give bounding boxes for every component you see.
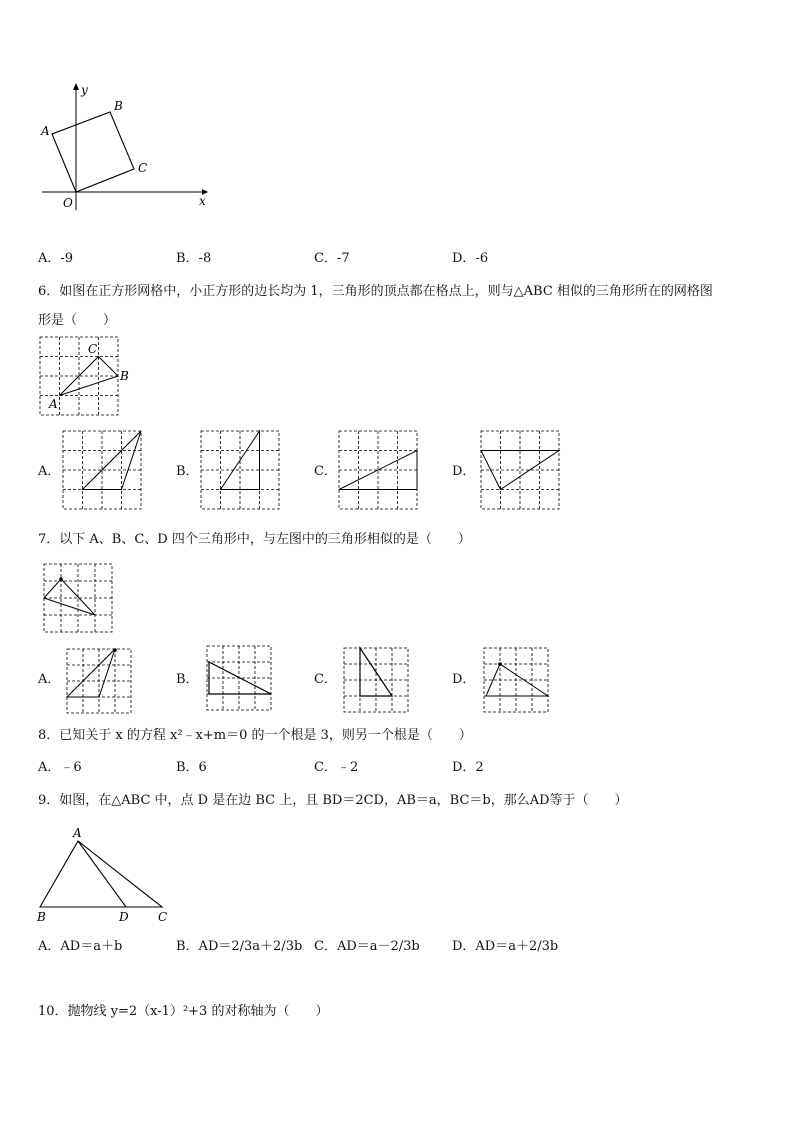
q8-option-b[interactable]: B．6: [176, 760, 207, 775]
axis-x-label: x: [199, 194, 206, 208]
point-b-label: B: [37, 910, 46, 924]
q9-option-d[interactable]: D．AD＝a＋2/3b: [452, 939, 559, 954]
q6-option-c[interactable]: C．: [314, 464, 337, 479]
segment-ad: [78, 841, 126, 907]
point-b-label: B: [120, 369, 129, 383]
q8-option-d[interactable]: D．2: [452, 760, 484, 775]
y-axis-arrow: [73, 83, 79, 90]
vertex-dot: [113, 648, 117, 652]
q10-question: 10．抛物线 y=2（x-1）²+3 的对称轴为（ ）: [38, 1004, 329, 1019]
point-a-label: A: [49, 397, 58, 411]
q7-option-d[interactable]: D．: [452, 672, 476, 687]
option-a-triangle: [83, 431, 142, 490]
q6-option-c-grid[interactable]: [338, 430, 420, 510]
q7-option-b-grid[interactable]: [206, 645, 274, 711]
q6-option-a-grid[interactable]: [62, 430, 144, 510]
point-d-label: D: [119, 910, 129, 924]
q6-question-line1: 6．如图在正方形网格中，小正方形的边长均为 1，三角形的顶点都在格点上，则与△ABC 相似的三角形所在的网格图: [38, 284, 713, 299]
option-b-triangle: [221, 431, 260, 490]
q8-question: 8．已知关于 x 的方程 x²﹣x+m＝0 的一个根是 3，则另一个根是（ ）: [38, 728, 472, 743]
q5-option-c[interactable]: C．-7: [314, 251, 350, 266]
point-c-label: C: [88, 342, 98, 356]
q5-option-d[interactable]: D．-6: [452, 251, 489, 266]
point-b-label: B: [114, 99, 123, 113]
point-c-label: C: [138, 161, 148, 175]
q9-option-b[interactable]: B．AD＝2/3a＋2/3b: [176, 939, 303, 954]
q6-question-line2: 形是（ ）: [38, 313, 117, 328]
q7-option-b[interactable]: B．: [176, 672, 199, 687]
origin-label: O: [63, 196, 73, 210]
axis-y-label: y: [81, 83, 88, 97]
triangle-abc: [40, 841, 162, 907]
q7-option-d-grid[interactable]: [483, 647, 551, 713]
q8-option-a[interactable]: A．﹣6: [38, 760, 82, 775]
point-c-label: C: [158, 910, 168, 924]
q7-option-a[interactable]: A．: [38, 672, 61, 687]
q9-question: 9．如图，在△ABC 中，点 D 是在边 BC 上，且 BD＝2CD，AB＝a，BC＝b，那么AD等于（ ）: [38, 793, 628, 808]
q6-option-b[interactable]: B．: [176, 464, 199, 479]
point-a-label: A: [41, 124, 50, 138]
q7-option-c[interactable]: C．: [314, 672, 337, 687]
q7-question: 7．以下 A、B、C、D 四个三角形中，与左图中的三角形相似的是（ ）: [38, 532, 471, 547]
q7-option-c-grid[interactable]: [343, 647, 411, 713]
q6-option-a[interactable]: A．: [38, 464, 61, 479]
q9-option-c[interactable]: C．AD＝a－2/3b: [314, 939, 420, 954]
square-oabc: [52, 112, 134, 192]
reference-triangle: [44, 579, 95, 615]
option-a-triangle: [67, 649, 115, 697]
q7-option-a-grid[interactable]: [66, 648, 134, 714]
q6-option-d-grid[interactable]: [480, 430, 562, 510]
point-a-label: A: [73, 826, 82, 840]
q6-option-d[interactable]: D．: [452, 464, 476, 479]
vertex-dot: [59, 577, 63, 581]
q7-reference-grid: [43, 563, 115, 633]
q5-figure: [36, 80, 216, 215]
q9-option-a[interactable]: A．AD＝a＋b: [38, 939, 123, 954]
q6-reference-grid: [39, 336, 134, 416]
q8-option-c[interactable]: C．﹣2: [314, 760, 359, 775]
vertex-dot: [498, 662, 502, 666]
triangle-abc: [60, 357, 119, 396]
q5-option-b[interactable]: B．-8: [176, 251, 212, 266]
q6-option-b-grid[interactable]: [200, 430, 282, 510]
q9-triangle-figure: [36, 823, 176, 925]
q5-option-a[interactable]: A．-9: [38, 251, 74, 266]
